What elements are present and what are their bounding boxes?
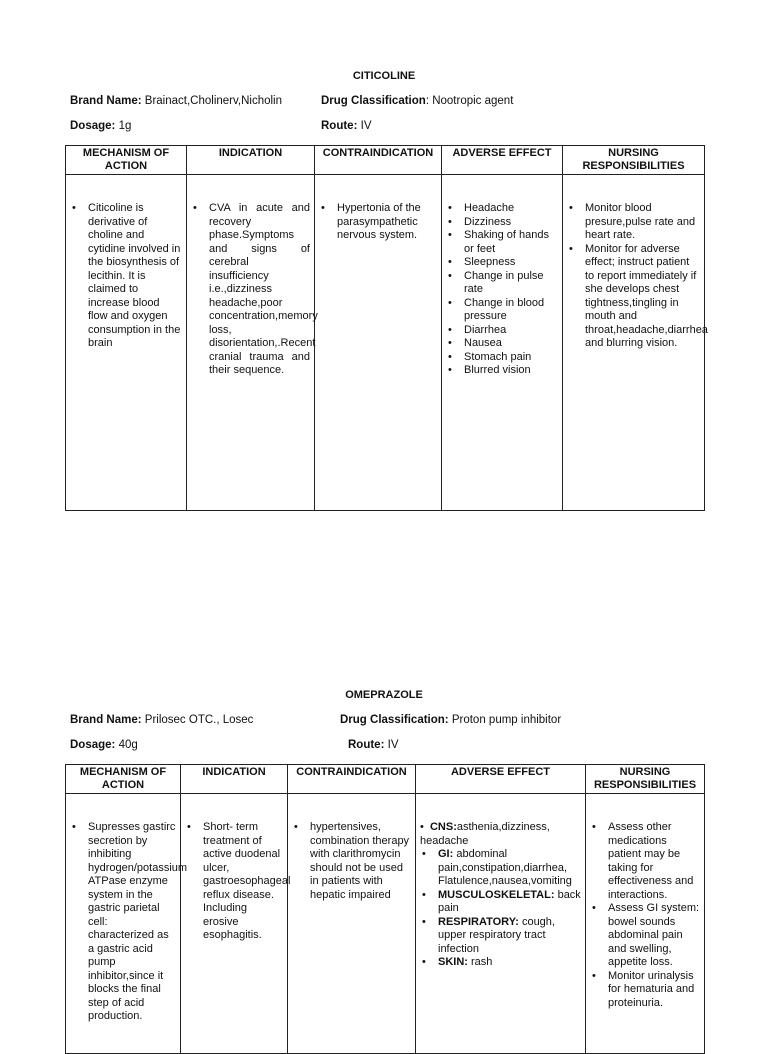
drug2-adverse-item xyxy=(438,916,581,957)
drug1-indication-cell xyxy=(187,175,318,511)
drug1-body-row xyxy=(66,175,705,511)
drug2-adverse-item xyxy=(438,956,581,970)
drug2-nursing-item: • Assess other medications patient may be taking for effectiveness and interactions. xyxy=(608,821,700,902)
drug2-adverse-value: back pain xyxy=(438,888,581,914)
drug2-body-row xyxy=(66,794,705,1054)
drug1-nursing-cell xyxy=(563,175,708,511)
drug2-mechanism-cell xyxy=(66,794,188,1054)
drug2-dosage xyxy=(70,739,138,751)
drug1-adverse-item: • Change in pulse rate xyxy=(464,270,558,297)
drug2-classification xyxy=(340,714,561,726)
drug1-contraindication-item: • Hypertonia of the parasympathetic nervous system. xyxy=(337,202,437,243)
drug2-adverse-value: rash xyxy=(467,956,493,968)
drug1-adverse-item: • Blurred vision xyxy=(464,364,558,378)
drug1-adverse-item: • Stomach pain xyxy=(464,351,558,365)
drug1-adverse-item: • Sleepness xyxy=(464,256,558,270)
drug1-classification xyxy=(321,95,513,107)
drug1-header-indication: INDICATION xyxy=(187,146,315,175)
drug2-header-nursing: NURSING RESPONSIBILITIES xyxy=(586,765,705,794)
drug2-adverse-cns-value: asthenia,dizziness, headache xyxy=(420,821,550,847)
drug2-route-value: IV xyxy=(387,739,399,751)
drug2-adverse-item xyxy=(438,848,581,889)
drug2-indication-item: • Short- term treatment of active duodenal ulcer, gastroesophageal reflux disease. Including erosive esophagitis. xyxy=(203,821,283,943)
drug1-mechanism-cell xyxy=(66,175,187,511)
drug1-contraindication-cell xyxy=(315,175,442,511)
drug1-dosage-label: Dosage: xyxy=(70,120,116,132)
drug1-nursing-item: • Monitor blood presure,pulse rate and heart rate. xyxy=(585,202,700,243)
drug1-brand-value: Brainact,Cholinerv,Nicholin xyxy=(144,95,282,107)
drug1-adverse-item: • Change in blood pressure xyxy=(464,297,558,324)
drug1-brand-label: Brand Name: xyxy=(70,95,142,107)
drug1-dosage xyxy=(70,120,131,132)
drug2-mechanism-item: • Supresses gastirc secretion by inhibiting hydrogen/potassium ATPase enzyme system in the gastric parietal cell: characterized as a gastric acid pump inhibitor,since it blocks the final step of acid production. xyxy=(88,821,176,1024)
drug2-brand-value: Prilosec OTC., Losec xyxy=(144,714,254,726)
drug1-adverse-item: • Dizziness xyxy=(464,216,558,230)
drug2-adverse-cns-label: CNS: xyxy=(429,821,457,833)
drug1-route-label: Route: xyxy=(321,120,358,132)
drug2-brand-label: Brand Name: xyxy=(70,714,142,726)
drug2-dosage-label: Dosage: xyxy=(70,739,116,751)
drug1-header-nursing: NURSING RESPONSIBILITIES xyxy=(563,146,705,175)
drug1-dosage-value: 1g xyxy=(118,120,132,132)
drug1-brand xyxy=(70,95,282,107)
drug1-header-contraindication: CONTRAINDICATION xyxy=(315,146,442,175)
drug1-header-row xyxy=(66,146,705,175)
drug2-header-adverse: ADVERSE EFFECT xyxy=(416,765,586,794)
drug2-brand xyxy=(70,714,253,726)
drug1-header-adverse: ADVERSE EFFECT xyxy=(442,146,563,175)
drug2-header-indication: INDICATION xyxy=(181,765,288,794)
drug2-title: OMEPRAZOLE xyxy=(345,689,423,701)
drug2-class-value: Proton pump inhibitor xyxy=(451,714,562,726)
drug2-adverse-value: abdominal pain,constipation,diarrhea, Flatulence,nausea,vomiting xyxy=(438,848,572,887)
drug2-header-row xyxy=(66,765,705,794)
drug2-nursing-item: • Assess GI system: bowel sounds abdominal pain and swelling, appetite loss. xyxy=(608,902,700,970)
drug1-adverse-item: • Diarrhea xyxy=(464,324,558,338)
drug1-adverse-item: • Shaking of hands or feet xyxy=(464,229,558,256)
drug2-adverse-label: MUSCULOSKELETAL: xyxy=(438,888,555,901)
drug2-contraindication-item: • hypertensives, combination therapy with clarithromycin should not be used in patients with hepatic impaired xyxy=(310,821,411,902)
drug2-nursing-cell xyxy=(586,794,705,1054)
drug1-class-value: : Nootropic agent xyxy=(425,95,514,107)
drug1-title: CITICOLINE xyxy=(352,70,416,82)
drug1-table xyxy=(65,145,708,511)
drug2-header-contraindication: CONTRAINDICATION xyxy=(288,765,416,794)
drug1-indication-item: • CVA in acute and recovery phase.Symptoms and signs of cerebral insufficiency i.e.,dizziness headache,poor concentration,memory loss, disorientation,.Recent cranial trauma and their sequence. xyxy=(209,202,310,378)
drug2-adverse-label: SKIN: xyxy=(438,956,468,968)
drug1-route xyxy=(321,120,372,132)
drug2-header-mechanism: MECHANISM OF ACTION xyxy=(66,765,181,794)
drug2-adverse-value: cough, upper respiratory tract infection xyxy=(438,915,555,955)
drug2-class-label: Drug Classification: xyxy=(340,714,449,726)
drug2-adverse-label: RESPIRATORY: xyxy=(438,915,519,928)
drug1-header-mechanism: MECHANISM OF ACTION xyxy=(66,146,187,175)
drug2-table xyxy=(65,764,705,1054)
drug1-mechanism-item: • Citicoline is derivative of choline and cytidine involved in the biosynthesis of lecithin. It is claimed to increase blood flow and oxygen consumption in the brain xyxy=(88,202,182,351)
drug2-adverse-label: GI: xyxy=(438,848,454,860)
drug2-contraindication-cell xyxy=(288,794,416,1054)
drug1-class-label: Drug Classification xyxy=(321,95,426,107)
drug1-adverse-item: • Nausea xyxy=(464,337,558,351)
drug2-nursing-item: • Monitor urinalysis for hematuria and proteinuria. xyxy=(608,970,700,1011)
drug2-adverse-cell xyxy=(416,794,586,1054)
drug2-route xyxy=(348,739,399,751)
drug1-nursing-item: • Monitor for adverse effect; instruct patient to report immediately if she develops chest tightness,tingling in mouth and throat,headache,diarrhea and blurring vision. xyxy=(585,243,700,351)
drug2-adverse-first: • CNS:asthenia,dizziness, headache xyxy=(420,821,550,847)
drug1-adverse-cell xyxy=(442,175,563,511)
drug2-route-label: Route: xyxy=(348,739,385,751)
drug2-adverse-item xyxy=(438,889,581,916)
drug2-indication-cell xyxy=(181,794,291,1054)
drug1-adverse-item: • Headache xyxy=(464,202,558,216)
drug1-route-value: IV xyxy=(360,120,372,132)
drug2-dosage-value: 40g xyxy=(118,739,138,751)
